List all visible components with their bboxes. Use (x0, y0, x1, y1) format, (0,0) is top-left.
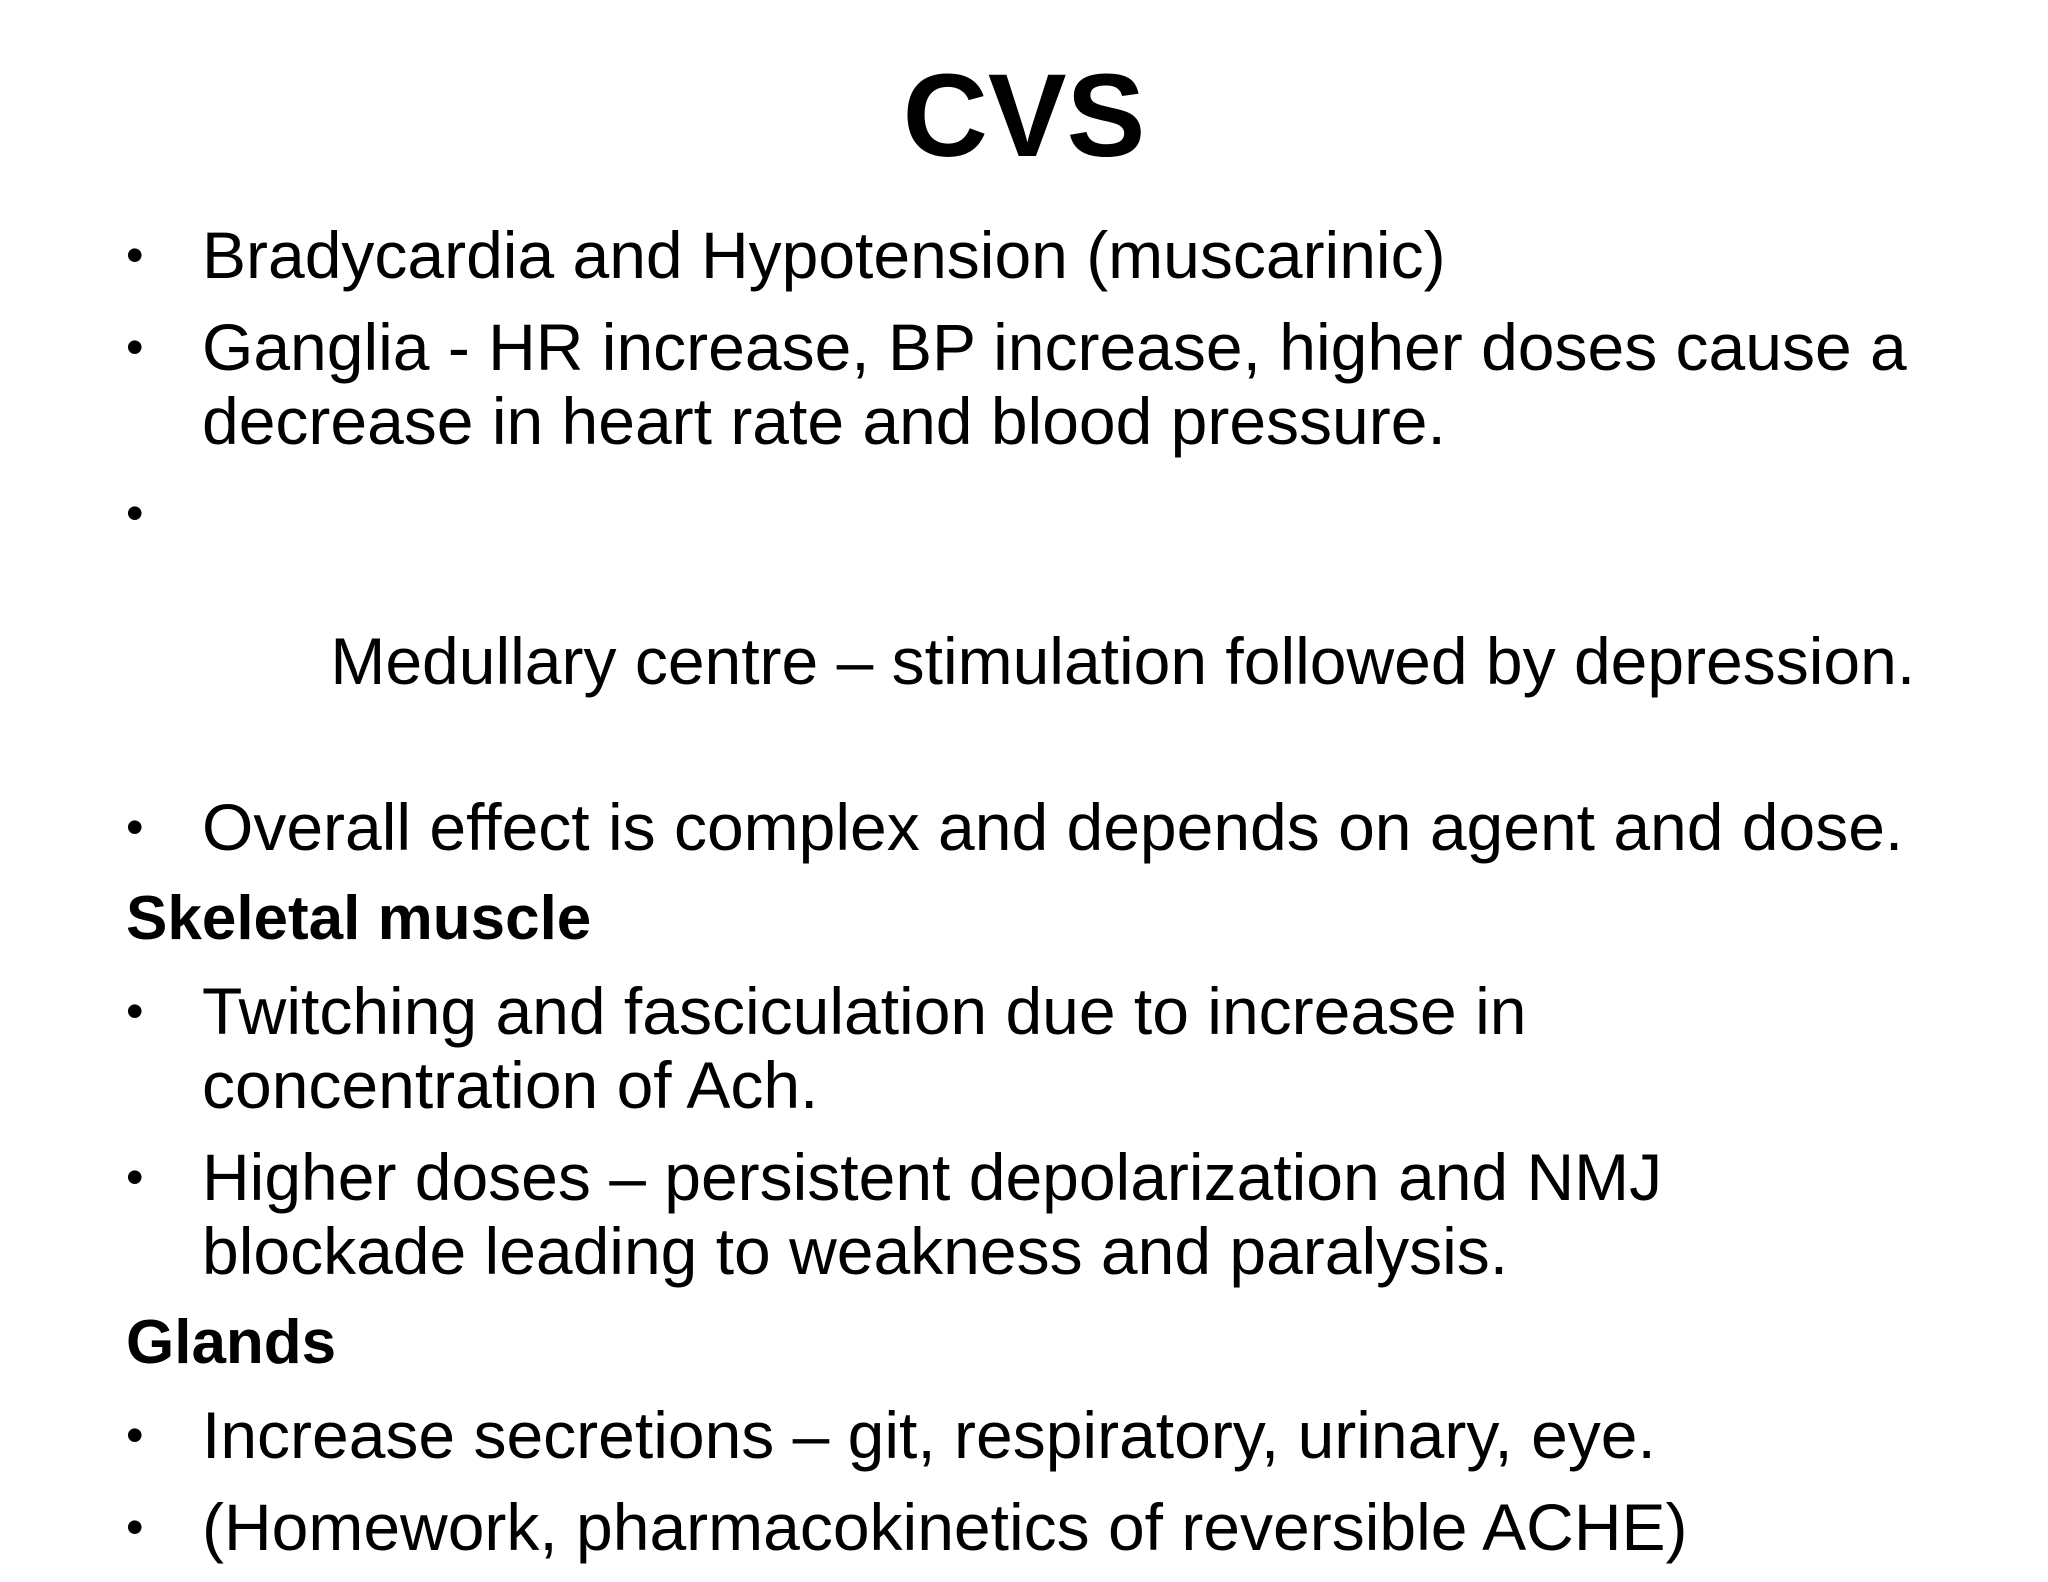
bullet-dot: • (126, 799, 144, 855)
bullet-dot: • (126, 319, 144, 375)
glands-item-1 (126, 1398, 1926, 1472)
cvs-item-text: Medullary centre – stimulation followed by depression. (312, 624, 1916, 698)
cvs-item-text: Ganglia - HR increase, BP increase, higher doses cause a decrease in heart rate and blood pressure. (202, 310, 1907, 458)
slide-content (126, 218, 1926, 1582)
bullet-dot: • (126, 227, 144, 283)
skeletal-item-text: Higher doses – persistent depolarization and NMJ blockade leading to weakness and paralysis. (202, 1140, 1663, 1288)
cvs-item-text: Overall effect is complex and depends on agent and dose. (202, 790, 1904, 864)
slide-title: CVS (902, 50, 1146, 182)
skeletal-item-1 (126, 974, 1926, 1122)
bullet-dot: • (126, 1149, 144, 1205)
cvs-item-1 (126, 218, 1926, 292)
skeletal-item-2 (126, 1140, 1926, 1288)
bullet-dot: • (126, 1499, 144, 1555)
cvs-item-text: Bradycardia and Hypotension (muscarinic) (202, 218, 1446, 292)
skeletal-muscle-heading: Skeletal muscle (126, 884, 592, 953)
glands-item-text: (Homework, pharmacokinetics of reversible ACHE) (202, 1490, 1688, 1564)
bullet-dot: • (126, 485, 144, 541)
glands-item-2 (126, 1490, 1926, 1564)
skeletal-item-text: Twitching and fasciculation due to increase in concentration of Ach. (202, 974, 1527, 1122)
glands-heading: Glands (126, 1308, 337, 1377)
bullet-dot: • (126, 1407, 144, 1463)
bullet-dot: • (126, 983, 144, 1039)
cvs-item-4 (126, 790, 1926, 864)
cvs-item-2 (126, 310, 1926, 458)
glands-item-text: Increase secretions – git, respiratory, urinary, eye. (202, 1398, 1656, 1472)
cvs-item-3 (126, 476, 1926, 772)
